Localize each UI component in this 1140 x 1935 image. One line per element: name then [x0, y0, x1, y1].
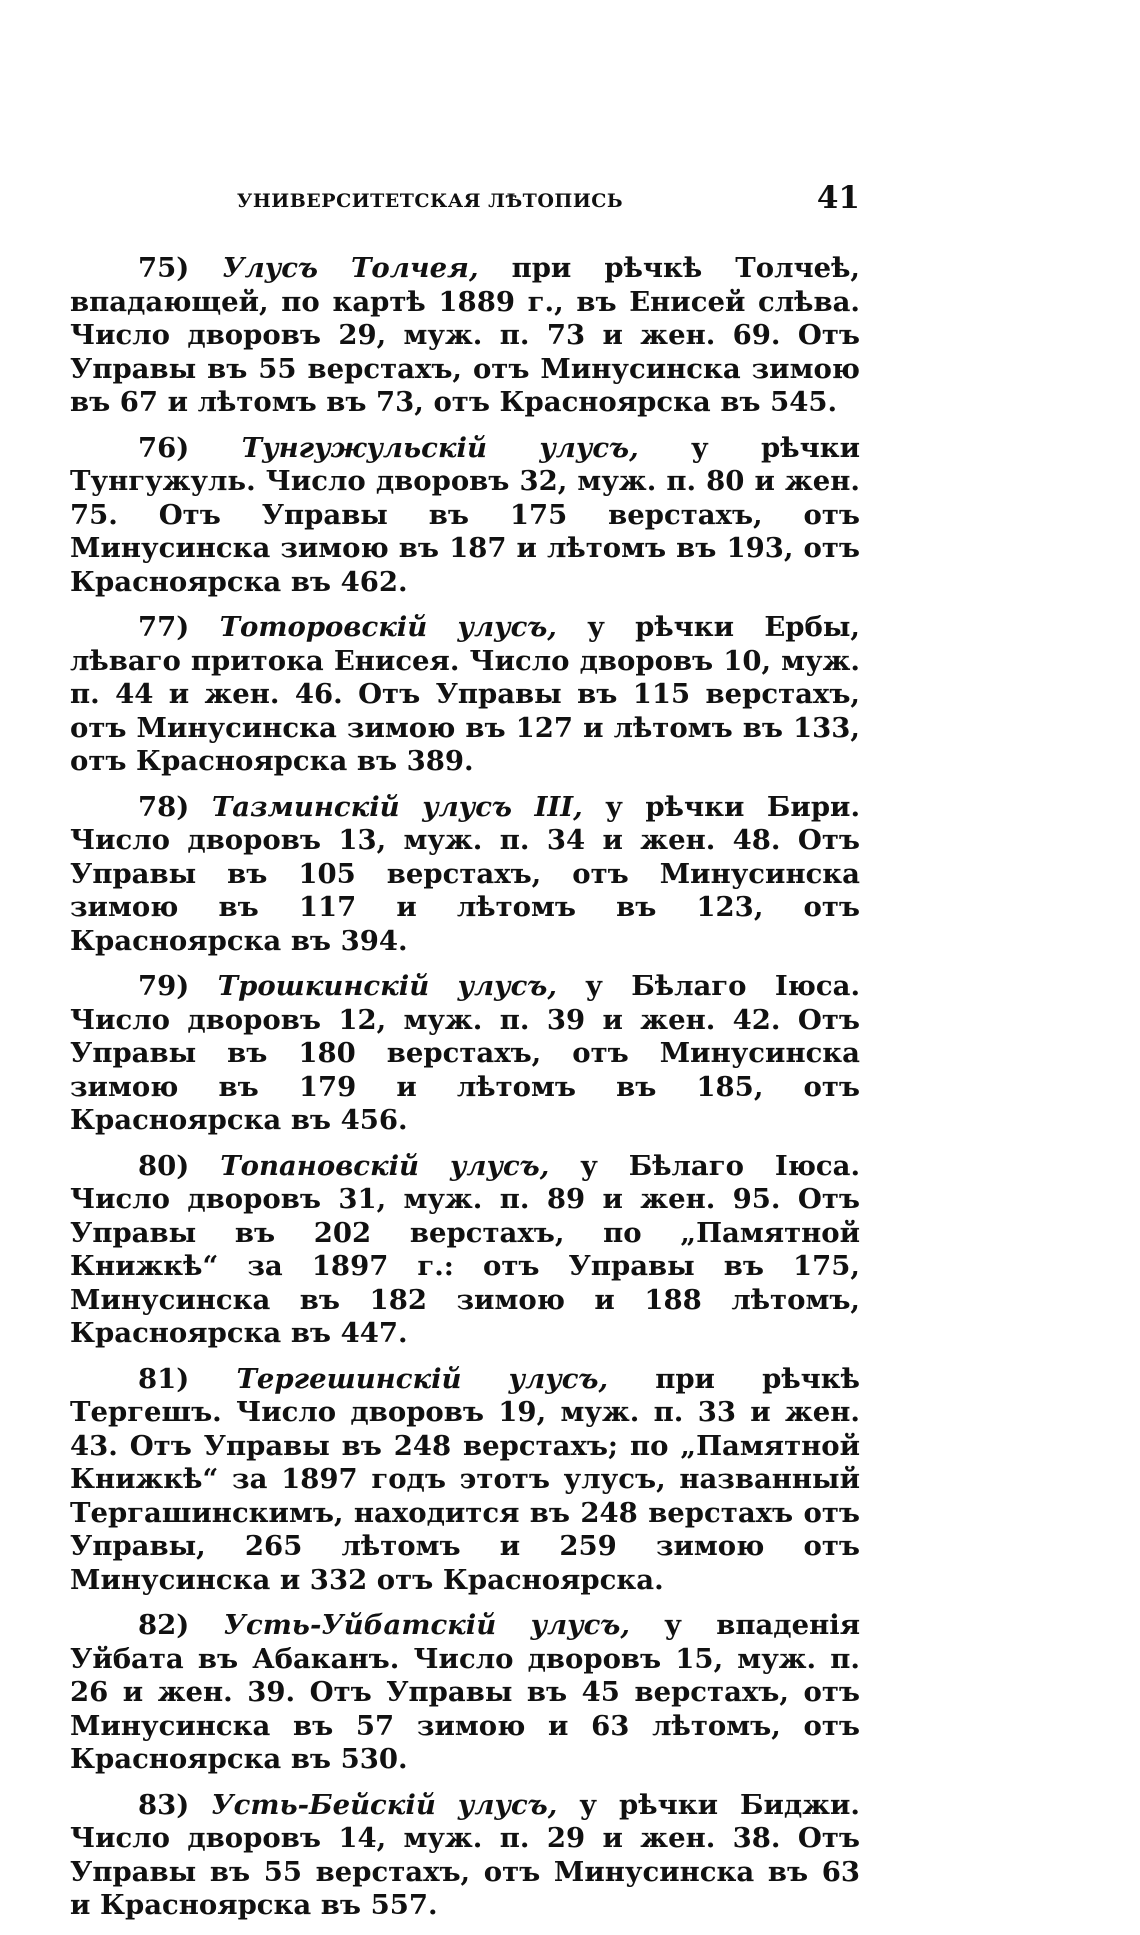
settlement-name: Улусъ Толчея,: [222, 252, 479, 284]
entry-text: у впаденія Уйбата въ Абаканъ. Число дворовъ 15, муж. п. 26 и жен. 39. Отъ Управы въ 45 верстахъ, отъ Минусинска въ 57 зимою и 63 лѣтомъ, отъ Красноярска въ 530.: [70, 1609, 861, 1775]
entry-75: [70, 252, 860, 420]
entry-number: 81): [138, 1362, 190, 1395]
settlement-name: Топановскій улусъ,: [220, 1149, 550, 1182]
entry-text: у Бѣлаго Іюса. Число дворовъ 31, муж. п. 89 и жен. 95. Отъ Управы въ 202 верстахъ, по „Памятной Книжкѣ“ за 1897 г.: отъ Управы въ 175, Минусинска въ 182 зимою и 188 лѣтомъ, Красноярска въ 447.: [70, 1149, 861, 1349]
settlement-name: Тергешинскій улусъ,: [236, 1362, 609, 1395]
entry-82: [70, 1609, 860, 1777]
settlement-name: Трошкинскій улусъ,: [217, 970, 557, 1002]
entry-number: 77): [138, 611, 190, 643]
entry-number: 76): [138, 431, 190, 464]
body-text: [70, 252, 860, 1935]
entry-79: [70, 970, 860, 1138]
settlement-name: Тазминскій улусъ III,: [211, 790, 583, 823]
settlement-name: Тунгужульскій улусъ,: [241, 431, 639, 464]
entry-text: при рѣчкѣ Толчеѣ, впадающей, по картѣ 1889 г., въ Енисей слѣва. Число дворовъ 29, муж. п. 73 и жен. 69. Отъ Управы въ 55 верстахъ, отъ Минусинска зимою въ 67 и лѣтомъ въ 73, отъ Красноярска въ 545.: [70, 252, 860, 418]
entry-text: у рѣчки Бири. Число дворовъ 13, муж. п. 34 и жен. 48. Отъ Управы въ 105 верстахъ, отъ Минусинска зимою въ 117 и лѣтомъ въ 123, отъ Красноярска въ 394.: [70, 790, 861, 957]
entry-number: 80): [138, 1149, 190, 1182]
entry-number: 75): [138, 252, 190, 284]
entry-number: 78): [138, 790, 190, 823]
entry-number: 82): [138, 1609, 190, 1641]
entry-80: [70, 1150, 860, 1351]
entry-text: при рѣчкѣ Тергешъ. Число дворовъ 19, муж. п. 33 и жен. 43. Отъ Управы въ 248 верстахъ; по „Памятной Книжкѣ“ за 1897 годъ этотъ улусъ, названный Тергашинскимъ, находится въ 248 верстахъ отъ Управы, 265 лѣтомъ и 259 зимою отъ Минусинска и 332 отъ Красноярска.: [70, 1362, 860, 1596]
entry-83: [70, 1789, 860, 1923]
entry-number: 83): [138, 1788, 190, 1821]
settlement-name: Усть-Бейскій улусъ,: [211, 1788, 558, 1821]
running-head: [70, 180, 860, 220]
entry-number: 79): [138, 970, 190, 1002]
entry-81: [70, 1363, 860, 1598]
entry-77: [70, 611, 860, 779]
running-title: УНИВЕРСИТЕТСКАЯ ЛѢТОПИСЬ: [236, 190, 624, 212]
entry-76: [70, 432, 860, 600]
settlement-name: Тоторовскій улусъ,: [219, 611, 557, 643]
entry-text: у рѣчки Ербы, лѣваго притока Енисея. Число дворовъ 10, муж. п. 44 и жен. 46. Отъ Управы въ 115 верстахъ, отъ Минусинска зимою въ 127 и лѣтомъ въ 133, отъ Красноярска въ 389.: [70, 611, 860, 777]
settlement-name: Усть-Уйбатскій улусъ,: [223, 1609, 630, 1641]
page-number: 41: [816, 180, 860, 216]
entry-text: у рѣчки Тунгужуль. Число дворовъ 32, муж. п. 80 и жен. 75. Отъ Управы въ 175 верстахъ, отъ Минусинска зимою въ 187 и лѣтомъ въ 193, отъ Красноярска въ 462.: [70, 431, 860, 598]
entry-text: у рѣчки Биджи. Число дворовъ 14, муж. п. 29 и жен. 38. Отъ Управы въ 55 верстахъ, отъ Минусинска въ 63 и Красноярска въ 557.: [70, 1788, 860, 1921]
entry-78: [70, 791, 860, 959]
entry-text: у Бѣлаго Іюса. Число дворовъ 12, муж. п. 39 и жен. 42. Отъ Управы въ 180 верстахъ, отъ Минусинска зимою въ 179 и лѣтомъ въ 185, отъ Красноярска въ 456.: [70, 970, 861, 1136]
